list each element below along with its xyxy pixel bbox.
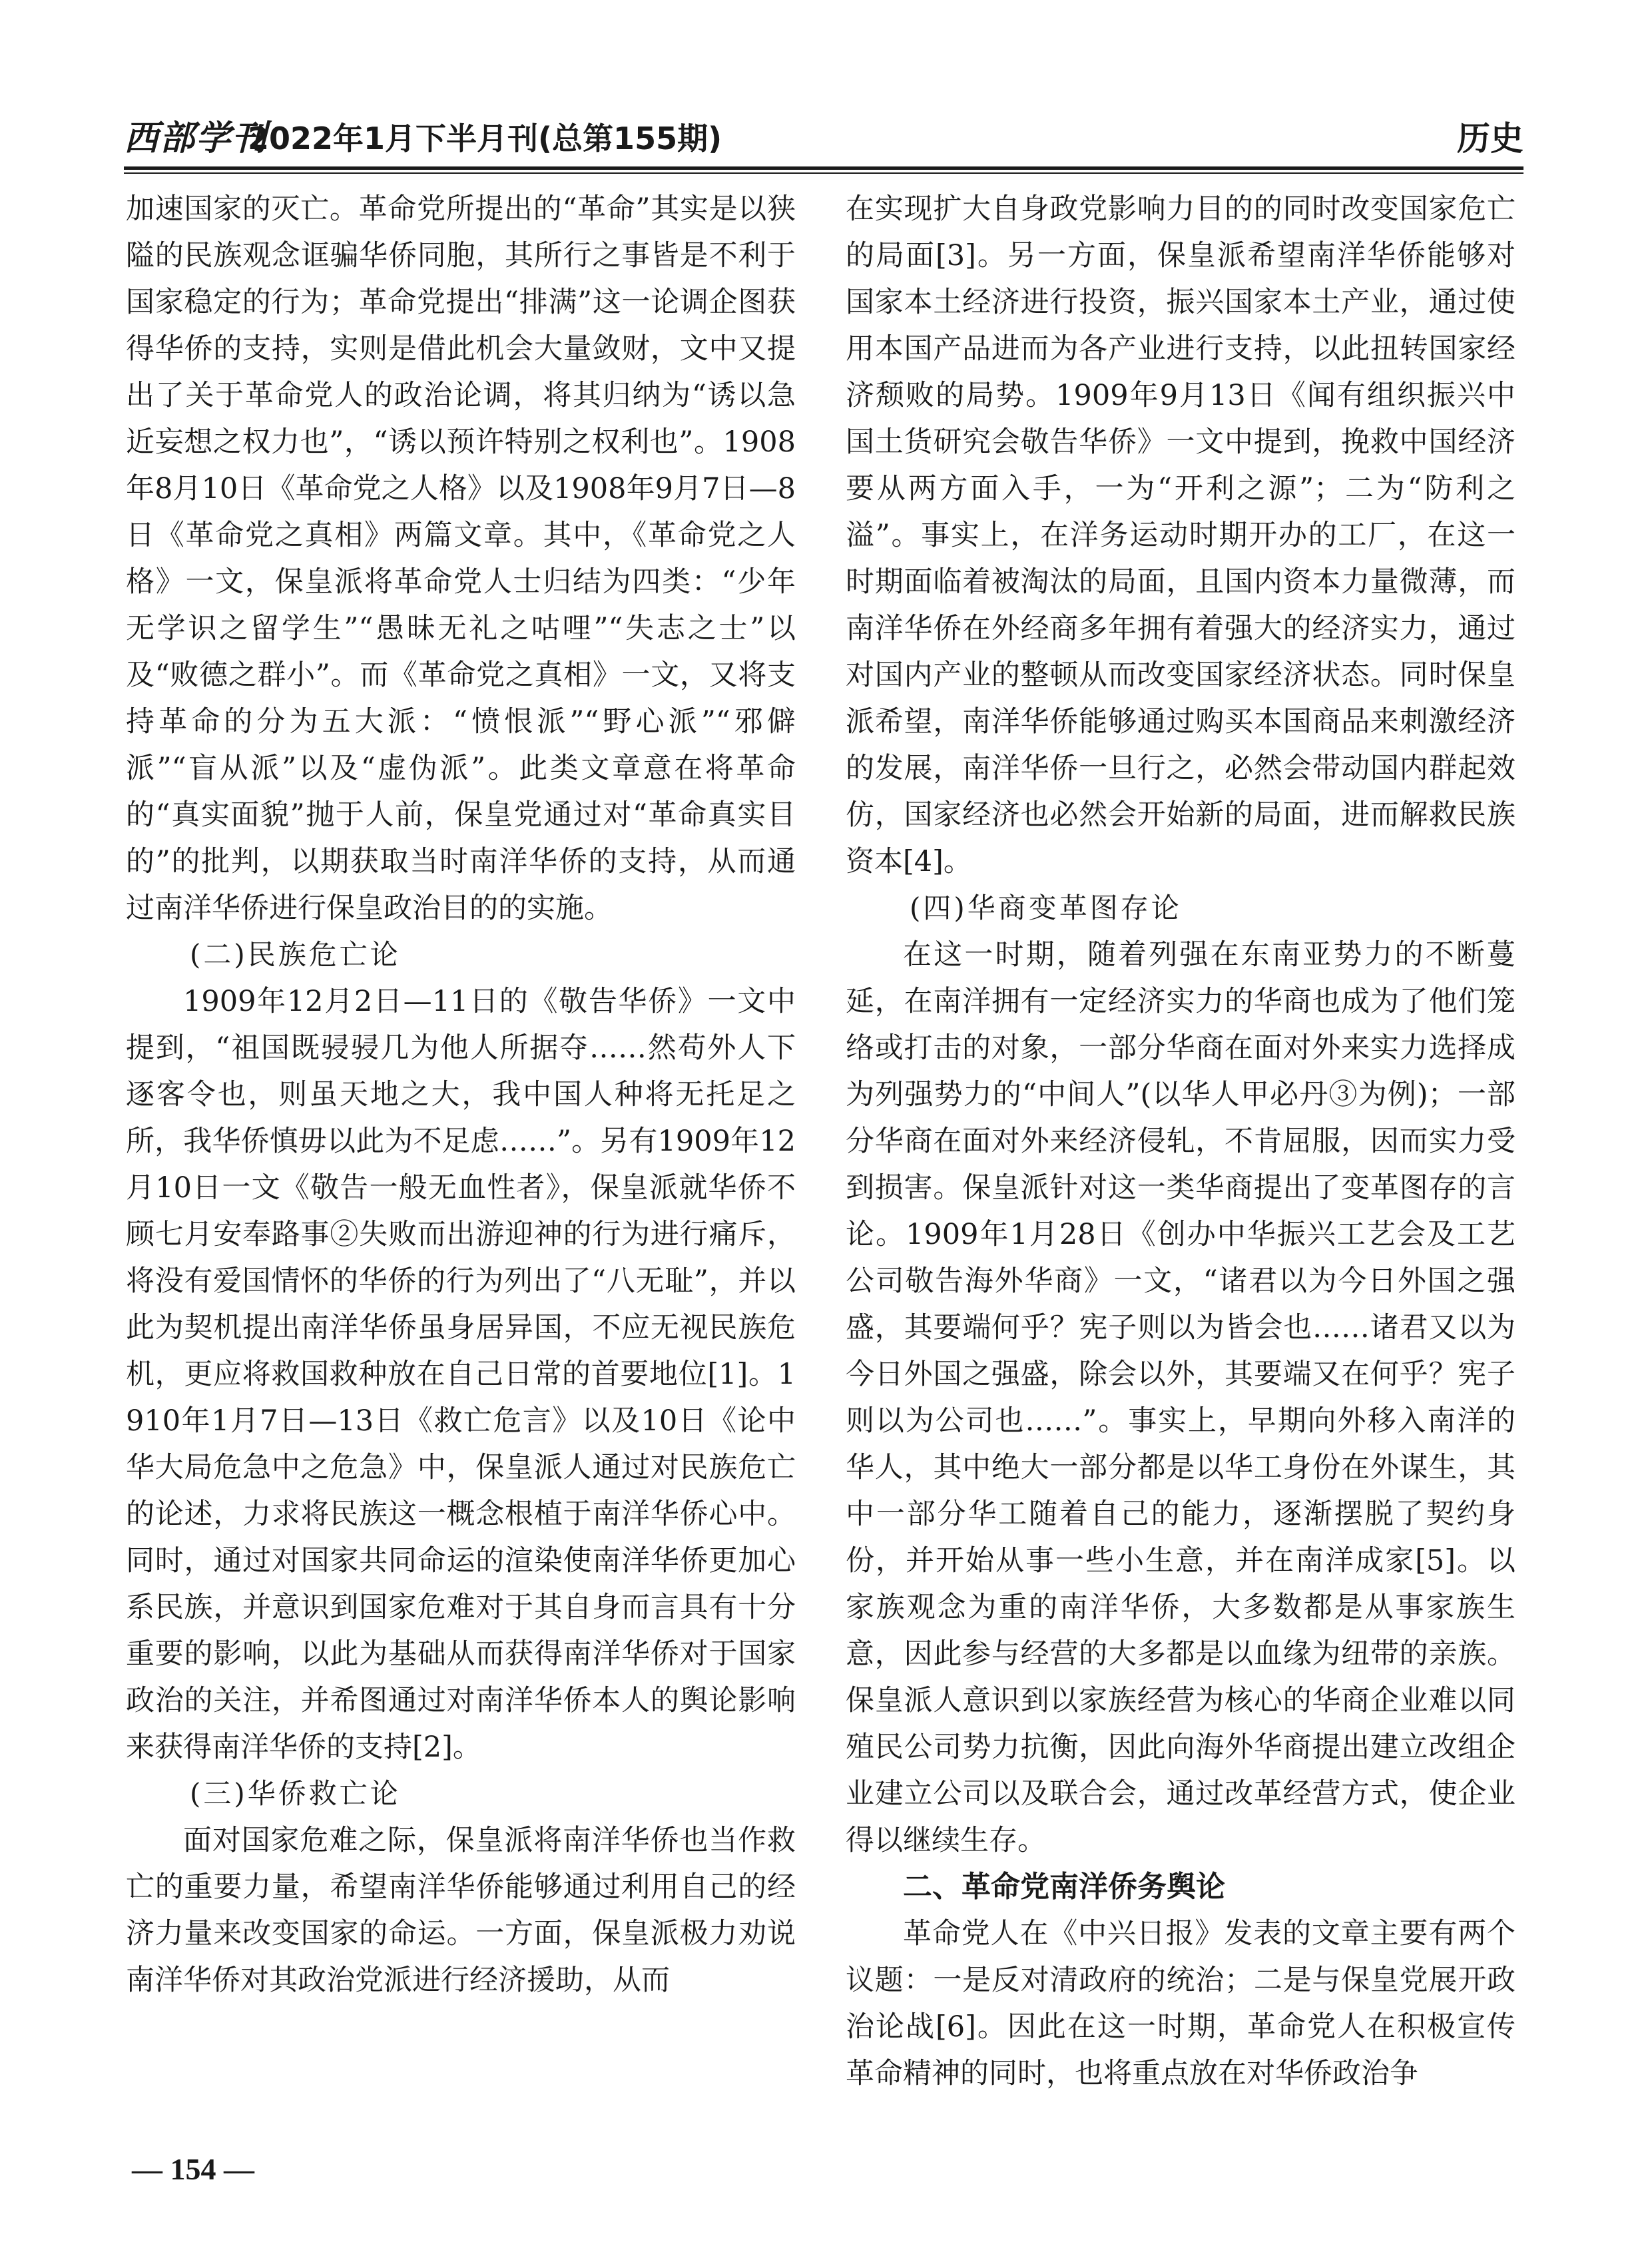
paragraph: 革命党人在《中兴日报》发表的文章主要有两个议题：一是反对清政府的统治；二是与保皇党展开政治论战[6]。因此在这一时期，革命党人在积极宣传革命精神的同时，也将重点放在对华侨政治争 [846, 1917, 1515, 2090]
paragraph: 加速国家的灭亡。革命党所提出的“革命”其实是以狭隘的民族观念诓骗华侨同胞，其所行之事皆是不利于国家稳定的行为；革命党提出“排满”这一论调企图获得华侨的支持，实则是借此机会大量敛财，文中又提出了关于革命党人的政治论调，将其归纳为“诱以急近妄想之权力也”，“诱以预许特别之权利也”。1908年8月10日《革命党之人格》以及1908年9月7日—8日《革命党之真相》两篇文章。其中，《革命党之人格》一文，保皇派将革命党人士归结为四类：“少年无学识之留学生”“愚昧无礼之咕哩”“失志之士”以及“败德之群小”。而《革命党之真相》一文，又将支持革命的分为五大派：“愤恨派”“野心派”“邪僻派”“盲从派”以及“虚伪派”。此类文章意在将革命的“真实面貌”抛于人前，保皇党通过对“革命真实目的”的批判，以期获取当时南洋华侨的支持，从而通过南洋华侨进行保皇政治目的的实施。 [126, 192, 796, 925]
left-column [126, 186, 796, 2050]
running-header [124, 112, 1523, 165]
section-heading: (二)民族危亡论 [190, 938, 401, 971]
issue-info: 2022年1月下半月刊(总第155期) [248, 121, 722, 156]
paragraph: 1909年12月2日—11日的《敬告华侨》一文中提到，“祖国既骎骎几为他人所据夺……然苟外人下逐客令也，则虽天地之大，我中国人种将无托足之所，我华侨慎毋以此为不足虑……”。另有1909年12月10日一文《敬告一般无血性者》，保皇派就华侨不顾七月安奉路事②失败而出游迎神的行为进行痛斥，将没有爱国情怀的华侨的行为列出了“八无耻”，并以此为契机提出南洋华侨虽身居异国，不应无视民族危机，更应将救国救种放在自己日常的首要地位[1]。1910年1月7日—13日《救亡危言》以及10日《论中华大局危急中之危急》中，保皇派人通过对民族危亡的论述，力求将民族这一概念根植于南洋华侨心中。同时，通过对国家共同命运的渲染使南洋华侨更加心系民族，并意识到国家危难对于其自身而言具有十分重要的影响，以此为基础从而获得南洋华侨对于国家政治的关注，并希图通过对南洋华侨本人的舆论影响来获得南洋华侨的支持[2]。 [126, 985, 796, 1764]
paragraph: 在这一时期，随着列强在东南亚势力的不断蔓延，在南洋拥有一定经济实力的华商也成为了他们笼络或打击的对象，一部分华商在面对外来实力选择成为列强势力的“中间人”(以华人甲必丹③为例)；一部分华商在面对外来经济侵轧，不肯屈服，因而实力受到损害。保皇派针对这一类华商提出了变革图存的言论。1909年1月28日《创办中华振兴工艺会及工艺公司敬告海外华商》一文，“诸君以为今日外国之强盛，其要端何乎？宪子则以为皆会也……诸君又以为今日外国之强盛，除会以外，其要端又在何乎？宪子则以为公司也……”。事实上，早期向外移入南洋的华人，其中绝大一部分都是以华工身份在外谋生，其中一部分华工随着自己的能力，逐渐摆脱了契约身份，并开始从事一些小生意，并在南洋成家[5]。以家族观念为重的南洋华侨，大多数都是从事家族生意，因此参与经营的大多都是以血缘为纽带的亲族。保皇派人意识到以家族经营为核心的华商企业难以同殖民公司势力抗衡，因此向海外华商提出建立改组企业建立公司以及联合会，通过改革经营方式，使企业得以继续生存。 [846, 938, 1515, 1857]
chapter-heading: 二、革命党南洋侨务舆论 [903, 1870, 1225, 1904]
header-rule-thick [124, 166, 1523, 170]
section-heading: (四)华商变革图存论 [910, 892, 1182, 924]
paragraph: 在实现扩大自身政党影响力目的的同时改变国家危亡的局面[3]。另一方面，保皇派希望南洋华侨能够对国家本土经济进行投资，振兴国家本土产业，通过使用本国产品进而为各产业进行支持，以此扭转国家经济颓败的局势。1909年9月13日《闻有组织振兴中国土货研究会敬告华侨》一文中提到，挽救中国经济要从两方面入手，一为“开利之源”；二为“防利之溢”。事实上，在洋务运动时期开办的工厂，在这一时期面临着被淘汰的局面，且国内资本力量微薄，而南洋华侨在外经商多年拥有着强大的经济实力，通过对国内产业的整顿从而改变国家经济状态。同时保皇派希望，南洋华侨能够通过购买本国商品来刺激经济的发展，南洋华侨一旦行之，必然会带动国内群起效仿，国家经济也必然会开始新的局面，进而解救民族资本[4]。 [846, 192, 1515, 878]
right-column [846, 186, 1515, 2090]
journal-logo: 西部学刊 [124, 118, 268, 158]
section-heading: (三)华侨救亡论 [190, 1777, 401, 1810]
header-rule-thin [124, 172, 1523, 174]
paragraph: 面对国家危难之际，保皇派将南洋华侨也当作救亡的重要力量，希望南洋华侨能够通过利用自己的经济力量来改变国家的命运。一方面，保皇派极力劝说南洋华侨对其政治党派进行经济援助，从而 [126, 1824, 796, 1997]
section-label: 历史 [1457, 119, 1523, 158]
page-number: — 154 — [132, 2152, 254, 2186]
